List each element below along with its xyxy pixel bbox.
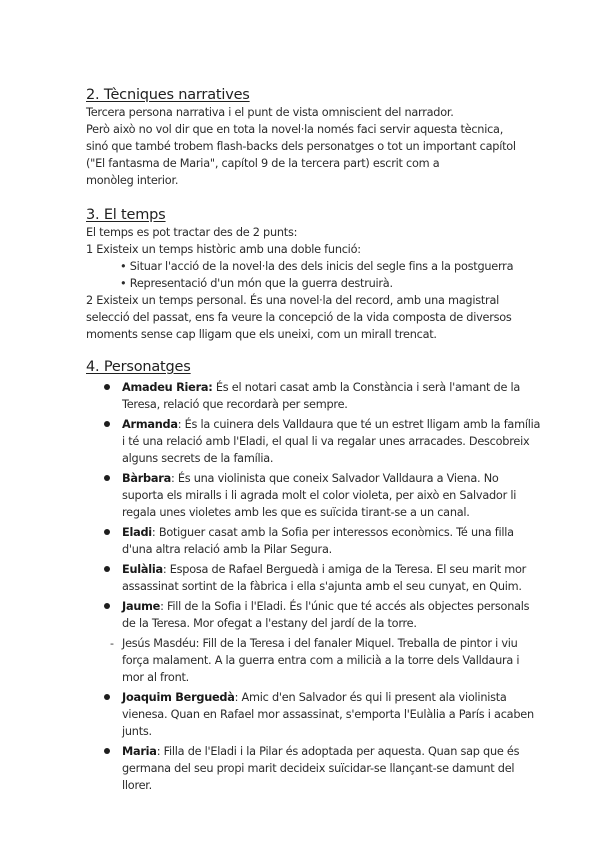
heading-characters: 4. Personatges — [86, 359, 191, 375]
list-item — [86, 743, 542, 794]
character-name: Eladi — [122, 526, 152, 539]
bullet-icon — [104, 603, 110, 609]
list-item — [86, 416, 542, 467]
section-time — [86, 206, 546, 343]
list-item — [86, 635, 542, 686]
bullet-icon — [104, 384, 110, 390]
character-name: Amadeu Riera: — [122, 381, 213, 394]
character-description: : Esposa de Rafael Berguedà i amiga de la Teresa. El seu marit mor assassinat sortint de la fàbrica i ella s'ajunta amb el seu cunyat, en Quim. — [122, 563, 527, 593]
heading-narrative: 2. Tècniques narratives — [86, 87, 250, 103]
text-line: 2 Existeix un temps personal. És una novel·la del record, amb una magistral — [86, 294, 500, 307]
character-description: : És la cuinera dels Valldaura que té un estret lligam amb la família i té una relació amb l'Eladi, el qual li va regalar unes arracades. Descobreix alguns secrets de la família. — [122, 418, 541, 465]
character-description: Jesús Masdéu: Fill de la Teresa i del fanaler Miquel. Treballa de pintor i viu força malament. A la guerra entra com a milicià a la torre dels Valldaura i mor al front. — [122, 637, 520, 684]
bullet-icon — [104, 748, 110, 754]
character-description: : Botiguer casat amb la Sofia per interessos econòmics. Té una filla d'una altra relació amb la Pilar Segura. — [122, 526, 514, 556]
list-item — [86, 379, 542, 413]
character-name: Jaume — [122, 600, 161, 613]
character-description: : Fill de la Sofia i l'Eladi. És l'únic que té accés als objectes personals de la Teresa. Mor ofegat a l'estany del jardí de la torre. — [122, 600, 530, 630]
bullet-icon — [104, 529, 110, 535]
character-list — [86, 379, 546, 794]
character-description: : Filla de l'Eladi i la Pilar és adoptada per aquesta. Quan sap que és germana del seu propi marit decideix suïcidar-se llançant-se damunt del llorer. — [122, 745, 520, 792]
character-name: Armanda — [122, 418, 178, 431]
text-line: 1 Existeix un temps històric amb una doble funció: — [86, 243, 361, 256]
text-line: Però això no vol dir que en tota la novel·la només faci servir aquesta tècnica, — [86, 123, 504, 136]
list-item — [86, 561, 542, 595]
list-item — [86, 470, 542, 521]
dash-icon: - — [110, 637, 114, 650]
character-name: Joaquim Berguedà — [122, 691, 235, 704]
character-name: Maria — [122, 745, 157, 758]
text-line: moments sense cap lligam que els uneixi, com un mirall trencat. — [86, 328, 437, 341]
character-description: : Amic d'en Salvador és qui li present ala violinista vienesa. Quan en Rafael mor assassinat, s'emporta l'Eulàlia a París i acaben junts. — [122, 691, 534, 738]
list-item — [86, 689, 542, 740]
character-name: Eulàlia — [122, 563, 163, 576]
sub-bullet-line: • Representació d'un món que la guerra destruirà. — [120, 277, 393, 290]
list-item — [86, 524, 542, 558]
sub-bullet-line: • Situar l'acció de la novel·la des dels inicis del segle fins a la postguerra — [120, 260, 514, 273]
list-item — [86, 598, 542, 632]
character-description: És el notari casat amb la Constància i serà l'amant de la Teresa, relació que recordarà per sempre. — [122, 381, 521, 411]
section-characters — [86, 358, 546, 797]
heading-time: 3. El temps — [86, 207, 166, 223]
text-line: monòleg interior. — [86, 174, 179, 187]
bullet-icon — [104, 475, 110, 481]
text-line: sinó que també trobem flash-backs dels personatges o tot un important capítol — [86, 140, 516, 153]
character-name: Bàrbara — [122, 472, 171, 485]
text-line: ("El fantasma de Maria", capítol 9 de la tercera part) escrit com a — [86, 157, 440, 170]
character-description: : És una violinista que coneix Salvador Valldaura a Viena. No suporta els miralls i li agrada molt el color violeta, per això en Salvador li regala unes violetes amb les que es suïcida tirant-se a un canal. — [122, 472, 517, 519]
text-line: El temps es pot tractar des de 2 punts: — [86, 226, 298, 239]
bullet-icon — [104, 566, 110, 572]
text-line: selecció del passat, ens fa veure la concepció de la vida composta de diversos — [86, 311, 512, 324]
text-line: Tercera persona narrativa i el punt de vista omniscient del narrador. — [86, 106, 454, 119]
bullet-icon — [104, 421, 110, 427]
bullet-icon — [104, 694, 110, 700]
section-narrative — [86, 86, 546, 189]
